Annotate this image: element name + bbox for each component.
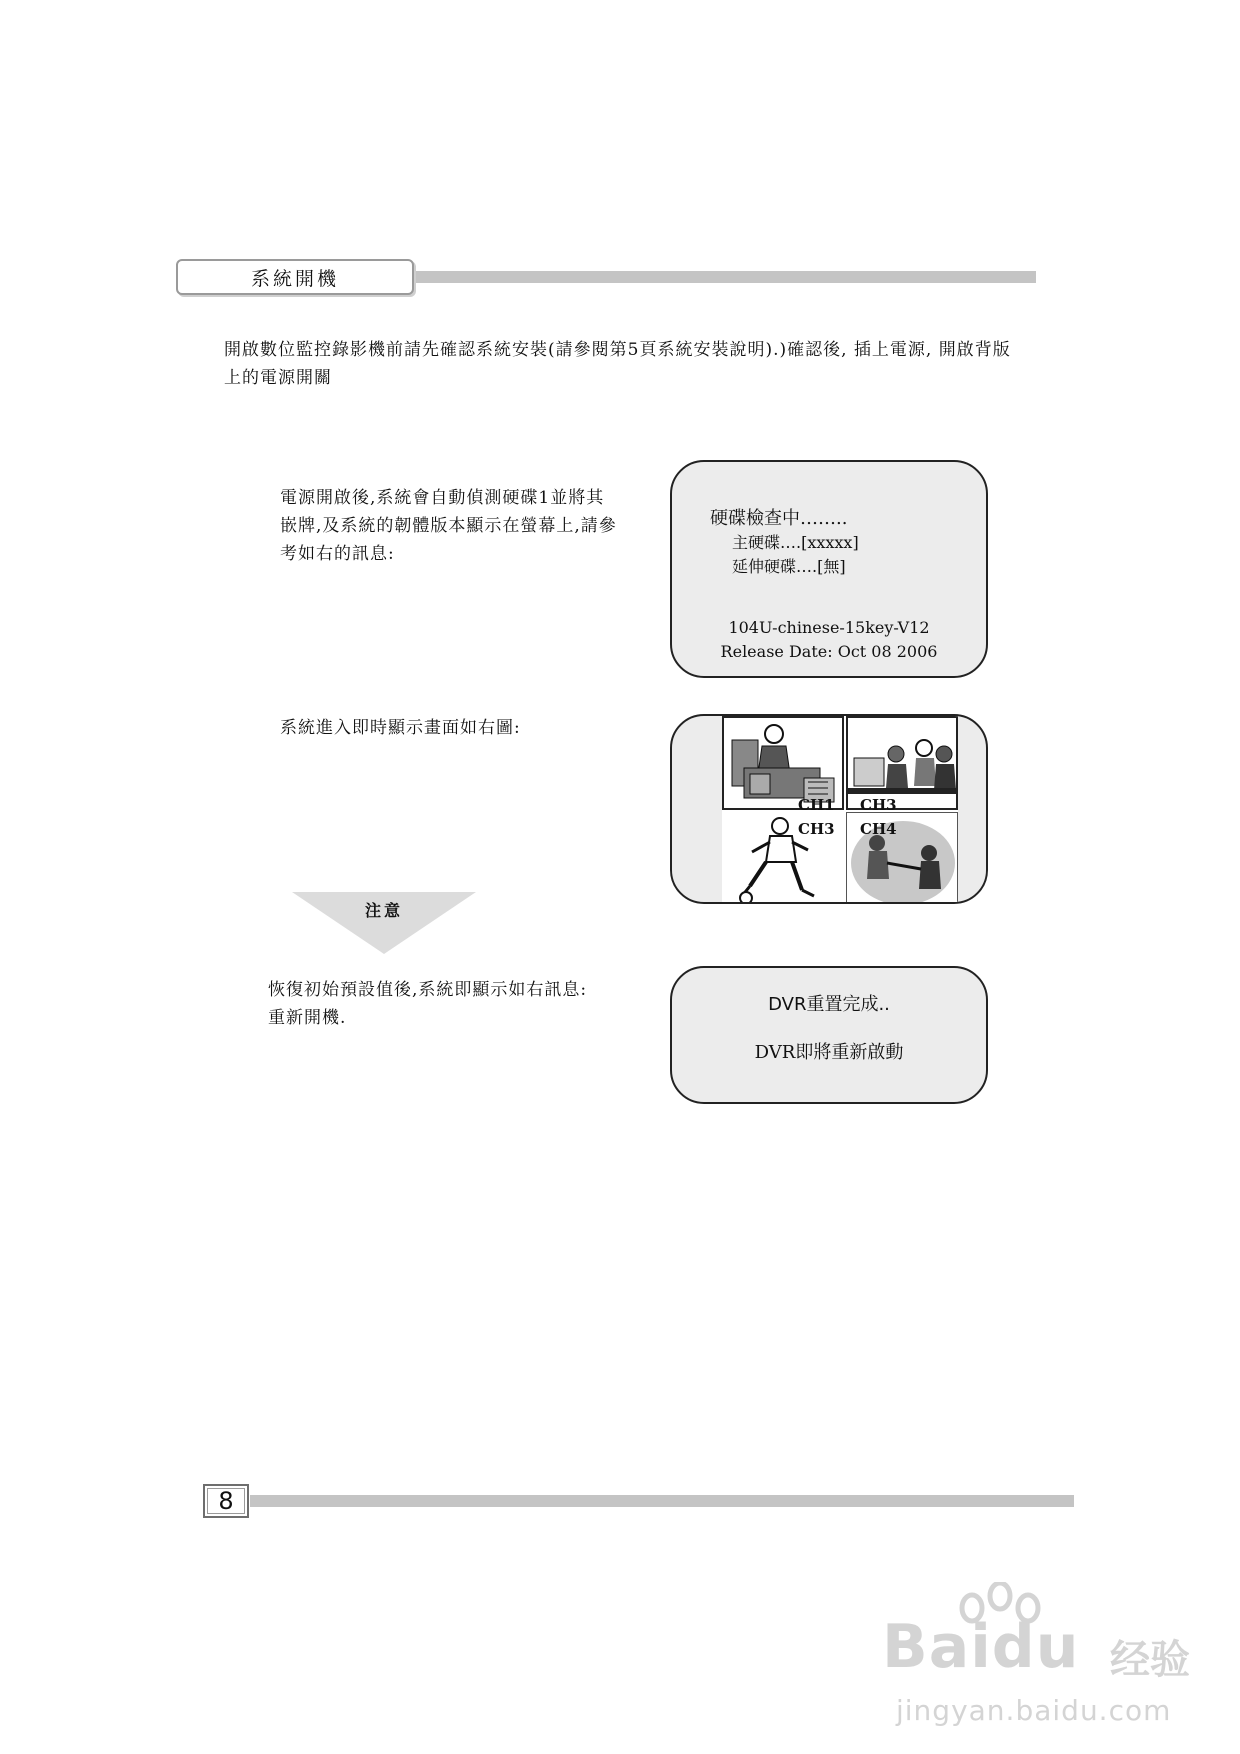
- main-hdd-line: 主硬碟….[xxxxx]: [732, 533, 859, 552]
- boot-description: 電源開啟後,系統會自動偵測硬碟1並將其嵌牌,及系統的韌體版本顯示在螢幕上,請參考如右的訊息:: [280, 488, 617, 564]
- hdd-check-line: 硬碟檢查中……..: [710, 508, 848, 529]
- reset-done-message: DVR重置完成..: [768, 994, 890, 1015]
- firmware-version: 104U-chinese-15key-V12: [728, 618, 930, 637]
- page-number-text: 8: [218, 1487, 234, 1515]
- watermark-url: jingyan.baidu.com: [896, 1694, 1172, 1727]
- watermark-cn: 经验: [1110, 1637, 1190, 1683]
- page-number: [203, 1484, 249, 1518]
- live-view-quad: [722, 716, 958, 904]
- baidu-watermark: [880, 1582, 1220, 1732]
- channel-label: CH4: [860, 820, 897, 838]
- firmware-release-date: Release Date: Oct 08 2006: [720, 642, 938, 661]
- footer-divider: [250, 1495, 1074, 1507]
- channel-label: CH1: [798, 796, 835, 814]
- channel-label: CH3: [860, 796, 897, 814]
- section-title: 系統開機: [250, 267, 339, 290]
- channel-label: CH3: [798, 820, 835, 838]
- section-divider: [416, 271, 1036, 283]
- section-title-tab: [176, 259, 414, 295]
- boot-screen-panel: [670, 460, 988, 678]
- reset-screen-panel: [670, 966, 988, 1104]
- reboot-message: DVR即將重新啟動: [754, 1042, 904, 1063]
- note-label: 注意: [364, 901, 403, 920]
- reset-description: 恢復初始預設值後,系統即顯示如右訊息:重新開機.: [268, 980, 588, 1028]
- extended-hdd-line: 延伸硬碟….[無]: [732, 557, 846, 576]
- watermark-brand: Baidu: [882, 1612, 1080, 1682]
- live-view-description: 系統進入即時顯示畫面如右圖:: [280, 718, 521, 738]
- intro-paragraph: 開啟數位監控錄影機前請先確認系統安裝(請參閱第5頁系統安裝說明).)確認後, 插上電源, 開啟背版上的電源開關: [224, 340, 1011, 388]
- live-view-panel: [670, 714, 988, 904]
